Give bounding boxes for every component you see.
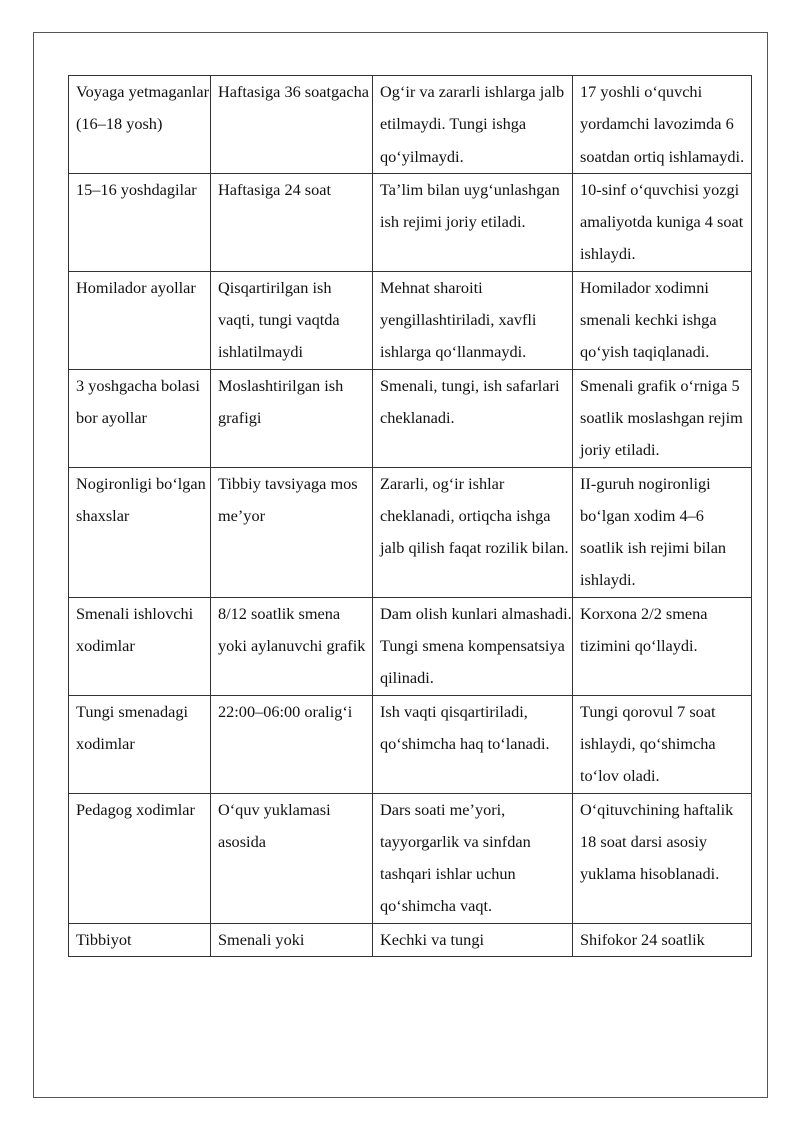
table-row	[69, 369, 752, 467]
table-row	[69, 271, 752, 369]
category-cell: 3 yoshgacha bolasi bor ayollar	[69, 369, 211, 467]
table-row	[69, 597, 752, 695]
example-cell: Shifokor 24 soatlik	[573, 923, 752, 956]
conditions-cell: Og‘ir va zararli ishlarga jalb etilmaydi. Tungi ishga qo‘yilmaydi.	[373, 76, 573, 174]
table-row	[69, 793, 752, 923]
conditions-cell: Smenali, tungi, ish safarlari cheklanadi.	[373, 369, 573, 467]
working-time-cell: Tibbiy tavsiyaga mos me’yor	[211, 467, 373, 597]
example-cell: O‘qituvchining haftalik 18 soat darsi asosiy yuklama hisoblanadi.	[573, 793, 752, 923]
table-row	[69, 467, 752, 597]
example-cell: 17 yoshli o‘quvchi yordamchi lavozimda 6 soatdan ortiq ishlamaydi.	[573, 76, 752, 174]
working-time-cell: Smenali yoki	[211, 923, 373, 956]
working-time-cell: Haftasiga 36 soatgacha	[211, 76, 373, 174]
table-row	[69, 923, 752, 956]
working-time-table	[68, 75, 752, 957]
conditions-cell: Ish vaqti qisqartiriladi, qo‘shimcha haq to‘lanadi.	[373, 695, 573, 793]
working-time-cell: 22:00–06:00 oralig‘i	[211, 695, 373, 793]
conditions-cell: Ta’lim bilan uyg‘unlashgan ish rejimi joriy etiladi.	[373, 173, 573, 271]
conditions-cell: Dam olish kunlari almashadi. Tungi smena kompensatsiya qilinadi.	[373, 597, 573, 695]
category-cell: Voyaga yetmaganlar (16–18 yosh)	[69, 76, 211, 174]
conditions-cell: Kechki va tungi	[373, 923, 573, 956]
table-row	[69, 76, 752, 174]
example-cell: Smenali grafik o‘rniga 5 soatlik moslashgan rejim joriy etiladi.	[573, 369, 752, 467]
table-row	[69, 173, 752, 271]
category-cell: Nogironligi bo‘lgan shaxslar	[69, 467, 211, 597]
conditions-cell: Mehnat sharoiti yengillashtiriladi, xavfli ishlarga qo‘llanmaydi.	[373, 271, 573, 369]
example-cell: II-guruh nogironligi bo‘lgan xodim 4–6 soatlik ish rejimi bilan ishlaydi.	[573, 467, 752, 597]
working-time-cell: O‘quv yuklamasi asosida	[211, 793, 373, 923]
working-time-cell: Moslashtirilgan ish grafigi	[211, 369, 373, 467]
category-cell: Homilador ayollar	[69, 271, 211, 369]
category-cell: 15–16 yoshdagilar	[69, 173, 211, 271]
category-cell: Tungi smenadagi xodimlar	[69, 695, 211, 793]
conditions-cell: Dars soati me’yori, tayyorgarlik va sinfdan tashqari ishlar uchun qo‘shimcha vaqt.	[373, 793, 573, 923]
working-time-cell: 8/12 soatlik smena yoki aylanuvchi grafik	[211, 597, 373, 695]
working-time-cell: Qisqartirilgan ish vaqti, tungi vaqtda ishlatilmaydi	[211, 271, 373, 369]
conditions-cell: Zararli, og‘ir ishlar cheklanadi, ortiqcha ishga jalb qilish faqat rozilik bilan.	[373, 467, 573, 597]
table-body	[69, 76, 752, 957]
category-cell: Tibbiyot	[69, 923, 211, 956]
example-cell: Homilador xodimni smenali kechki ishga qo‘yish taqiqlanadi.	[573, 271, 752, 369]
example-cell: Tungi qorovul 7 soat ishlaydi, qo‘shimcha to‘lov oladi.	[573, 695, 752, 793]
working-time-cell: Haftasiga 24 soat	[211, 173, 373, 271]
example-cell: Korxona 2/2 smena tizimini qo‘llaydi.	[573, 597, 752, 695]
table-row	[69, 695, 752, 793]
example-cell: 10-sinf o‘quvchisi yozgi amaliyotda kuniga 4 soat ishlaydi.	[573, 173, 752, 271]
category-cell: Pedagog xodimlar	[69, 793, 211, 923]
category-cell: Smenali ishlovchi xodimlar	[69, 597, 211, 695]
